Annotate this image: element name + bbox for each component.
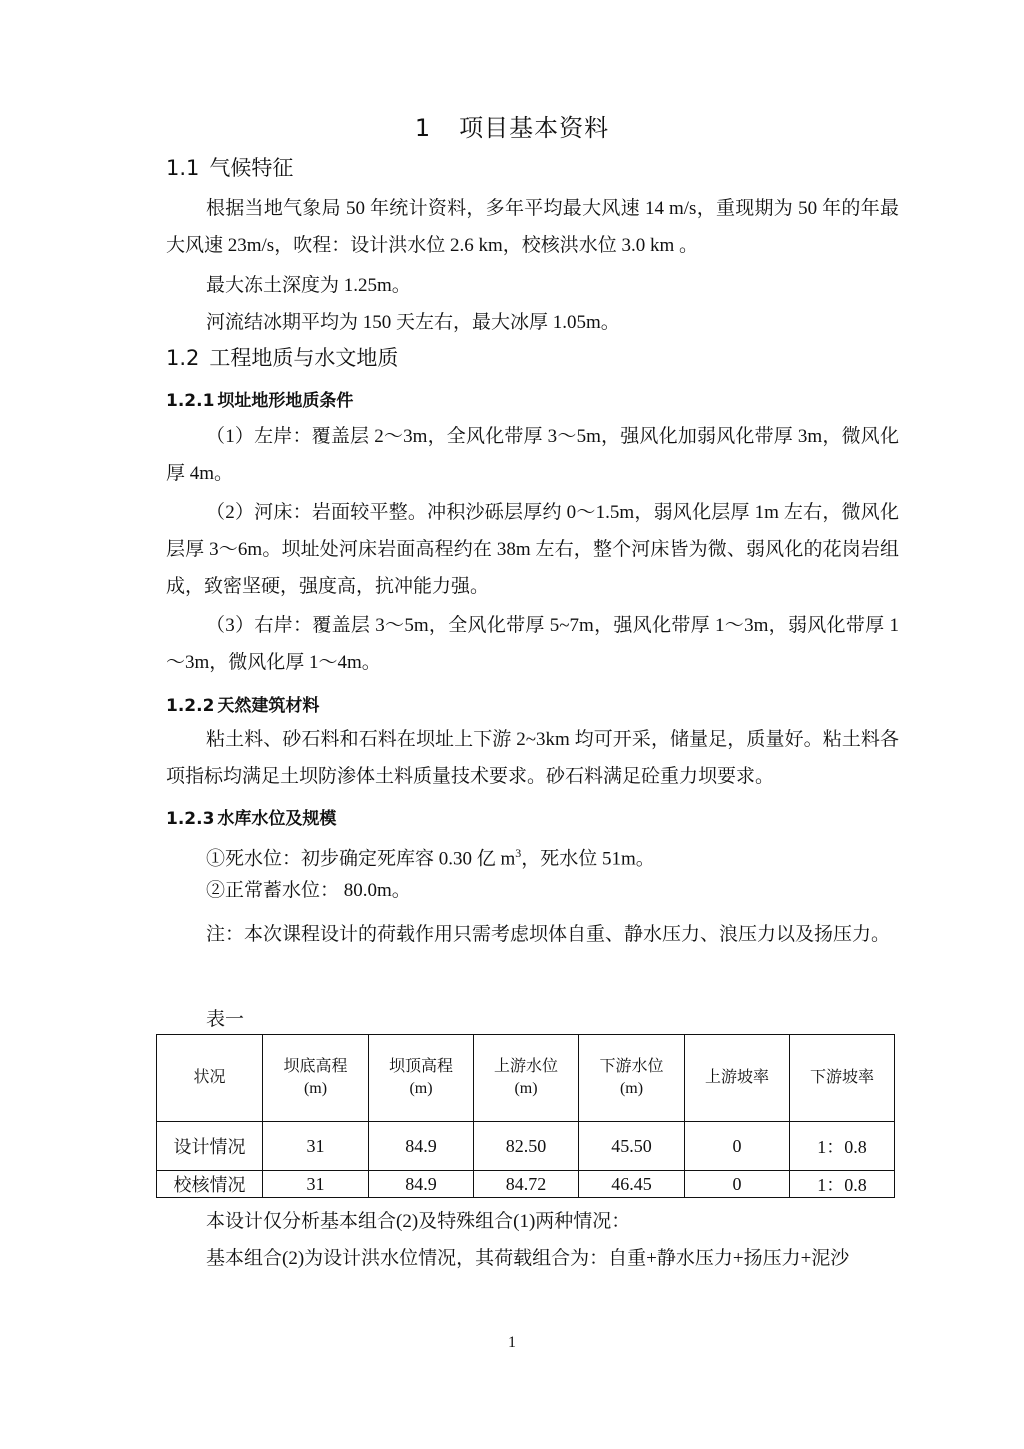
paragraph-frost: 最大冻土深度为 1.25m。: [206, 275, 411, 296]
paragraph-riverbed: （2）河床：岩面较平整。冲积沙砾层厚约 0～1.5m，弱风化层厚 1m 左右，微风化层厚 3～6m。坝址处河床岩面高程约在 38m 左右，整个河床皆为微、弱风化的花岗岩组成，致密坚硬，强度高，抗冲能力强。: [166, 502, 899, 597]
section-heading-1-1: [166, 152, 293, 182]
header-cell: 下游坡率: [790, 1035, 895, 1122]
header-cell: 上游坡率: [685, 1035, 790, 1122]
table-cell: 84.9: [369, 1122, 474, 1171]
chapter-title: [0, 108, 1024, 143]
header-cell: 上游水位 (m): [474, 1035, 579, 1122]
dead-water-level-text: ①死水位：初步确定死库容 0.30 亿 m: [206, 848, 516, 870]
header-cell: 坝顶高程 (m): [369, 1035, 474, 1122]
section-heading-1-2: [166, 342, 398, 372]
normal-water-level: ②正常蓄水位： 80.0m。: [206, 880, 411, 901]
table-cell: 84.72: [474, 1171, 579, 1198]
paragraph-right-bank: （3）右岸：覆盖层 3～5m，全风化带厚 5~7m，强风化带厚 1～3m，弱风化带厚 1～3m，微风化厚 1～4m。: [166, 615, 899, 673]
note-paragraph: 注：本次课程设计的荷载作用只需考虑坝体自重、静水压力、浪压力以及扬压力。: [206, 924, 891, 945]
subsection-number: 1.2.2: [166, 696, 215, 716]
analysis-scope: 本设计仅分析基本组合(2)及特殊组合(1)两种情况：: [206, 1211, 631, 1232]
table-cell: 1：0.8: [790, 1122, 895, 1171]
table-row: [157, 1122, 895, 1171]
dead-water-level-text-end: ，死水位 51m。: [521, 848, 655, 870]
subsection-title: 天然建筑材料: [217, 696, 320, 716]
section-number: 1.2: [166, 346, 200, 370]
table-cell: 设计情况: [157, 1122, 263, 1171]
table-cell: 84.9: [369, 1171, 474, 1198]
table-cell: 0: [685, 1122, 790, 1171]
table-cell: 0: [685, 1171, 790, 1198]
subsection-heading-1-2-3: [166, 804, 336, 829]
table-cell: 82.50: [474, 1122, 579, 1171]
table-cell: 46.45: [579, 1171, 685, 1198]
water-level-table: [156, 1034, 895, 1198]
subsection-number: 1.2.1: [166, 391, 215, 411]
header-cell: 状况: [157, 1035, 263, 1122]
page-number: 1: [508, 1334, 516, 1351]
subsection-heading-1-2-1: [166, 386, 353, 411]
paragraph-left-bank: （1）左岸：覆盖层 2～3m，全风化带厚 3～5m，强风化加弱风化带厚 3m，微风化厚 4m。: [166, 426, 899, 484]
table-header-row: [157, 1035, 895, 1122]
table-caption: 表一: [206, 1009, 245, 1030]
paragraph-ice: 河流结冰期平均为 150 天左右，最大冰厚 1.05m。: [206, 312, 620, 333]
section-number: 1.1: [166, 156, 200, 180]
paragraph-wind: 根据当地气象局 50 年统计资料，多年平均最大风速 14 m/s，重现期为 50 年的年最大风速 23m/s，吹程：设计洪水位 2.6 km，校核洪水位 3.0 km 。: [166, 198, 899, 256]
header-cell: 下游水位 (m): [579, 1035, 685, 1122]
subsection-number: 1.2.3: [166, 809, 215, 829]
chapter-number: 1: [414, 114, 432, 142]
chapter-title-text: 项目基本资料: [459, 114, 610, 142]
table-row: [157, 1171, 895, 1198]
subsection-title: 水库水位及规模: [217, 809, 337, 829]
table-cell: 校核情况: [157, 1171, 263, 1198]
header-cell: 坝底高程 (m): [263, 1035, 369, 1122]
section-title: 气候特征: [209, 156, 294, 180]
paragraph-materials: 粘土料、砂石料和石料在坝址上下游 2~3km 均可开采，储量足，质量好。粘土料各项指标均满足土坝防渗体土料质量技术要求。砂石料满足砼重力坝要求。: [166, 729, 899, 787]
table-cell: 31: [263, 1171, 369, 1198]
dead-water-level: [206, 835, 655, 877]
superscript: 3: [515, 846, 522, 860]
subsection-heading-1-2-2: [166, 691, 319, 716]
section-title: 工程地质与水文地质: [209, 346, 399, 370]
table-cell: 45.50: [579, 1122, 685, 1171]
table-cell: 31: [263, 1122, 369, 1171]
subsection-title: 坝址地形地质条件: [217, 391, 354, 411]
table-cell: 1：0.8: [790, 1171, 895, 1198]
load-combination: 基本组合(2)为设计洪水位情况，其荷载组合为：自重+静水压力+扬压力+泥沙: [206, 1248, 850, 1269]
